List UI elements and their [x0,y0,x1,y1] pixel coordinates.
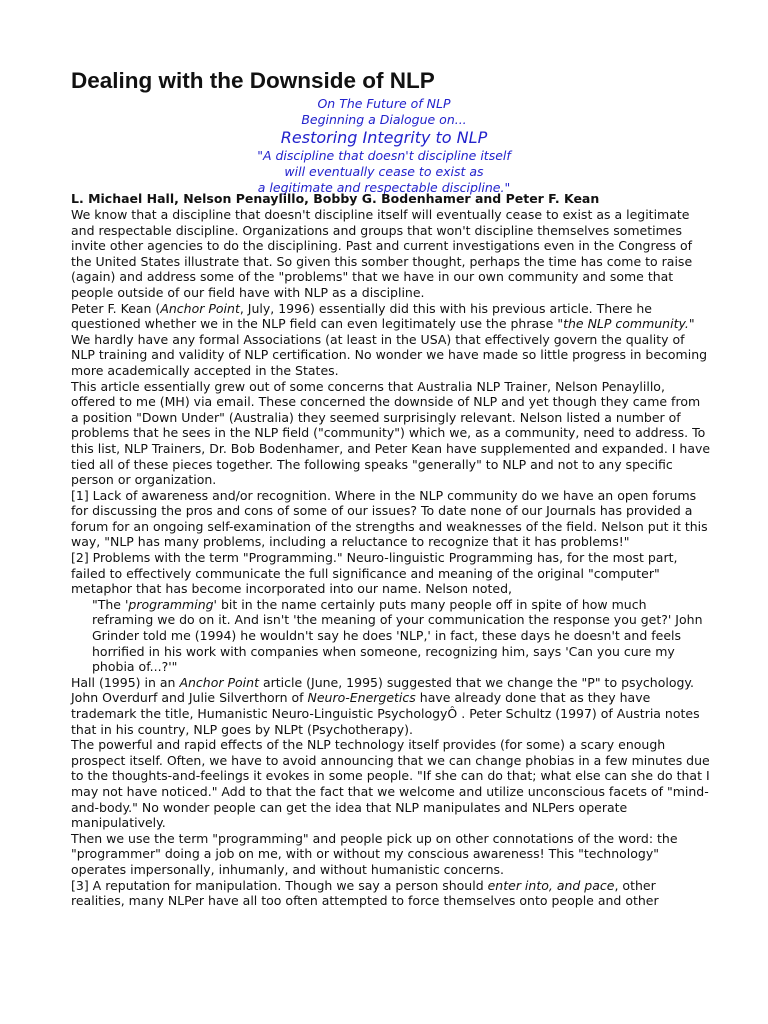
publication-name: Anchor Point [160,300,240,316]
text-run: Peter F. Kean ( [71,300,161,316]
text-run: , other realities, many NLPer have all too often attempted to force themselves onto people and other [71,877,659,909]
article-body [71,207,711,909]
paragraph-5: [2] Problems with the term "Programming." Neuro-linguistic Programming has, for the most part, failed to effectively communicate the full significance and meaning of the original "computer" metaphor that has become incorporated into our name. Nelson noted, [71,550,678,597]
subtitle-heading: Restoring Integrity to NLP [280,128,488,147]
text-run: have already done that as they have trademark the title, Humanistic Neuro-Linguistic PsychologyÔ . Peter Schultz (1997) of Austria notes that in his country, NLP goes by NLPt (Psychotherapy). [71,690,700,737]
block-quote [71,597,711,675]
subtitle-line-1: On The Future of NLP [317,96,451,111]
page-title: Dealing with the Downside of NLP [71,68,435,93]
text-run: , July, 1996) essentially did this with his previous article. There he questioned whether we in the NLP field can even legitimately use the phrase [71,300,652,332]
emphasized-word: 'programming' [124,596,217,612]
paragraph-2 [71,301,711,379]
paragraph-9 [71,878,711,909]
text-run: We hardly have any formal Associations (at least in the USA) that effectively govern the quality of NLP training and validity of NLP certification. No wonder we have made so little progress in becoming more academically accepted in the States. [71,331,708,378]
paragraph-8: Then we use the term "programming" and people pick up on other connotations of the word: the "programmer" doing a job on me, with or without my conscious awareness! This "technology" operates impersonally, inhumanly, and without humanistic concerns. [71,830,678,877]
paragraph-4: [1] Lack of awareness and/or recognition. Where in the NLP community do we have an open forums for discussing the pros and cons of some of our issues? To date none of our Journals has provided a forum for an ongoing self-examination of the strengths and weaknesses of the field. Nelson put it this way, "NLP has many problems, including a reluctance to recognize that it has problems!" [71,487,708,550]
text-run: "The [92,596,125,612]
paragraph-3: This article essentially grew out of some concerns that Australia NLP Trainer, Nelson Penaylillo, offered to me (MH) via email. These concerned the downside of NLP and yet though they came from a position "Down Under" (Australia) they seemed surprisingly relevant. Nelson listed a number of problems that he sees in the NLP field ("community") which we, as a community, need to address. To this list, NLP Trainers, Dr. Bob Bodenhamer, and Peter Kean have supplemented and expanded. I have tied all of these pieces together. The following speaks "generally" to NLP and not to any specific person or organization. [71,378,711,488]
epigraph-line-2: will eventually cease to exist as [284,164,484,179]
text-run: bit in the name certainly puts many people off in spite of how much reframing we do on it. And isn't 'the meaning of your communication the response you get?' John Grinder told me (1994) he wouldn't say he does 'NLP,' in fact, these days he doesn't and feels horrified in his work with companies when someone, recognizing him, says 'Can you cure my phobia of...?'" [92,596,703,675]
epigraph-line-1: "A discipline that doesn't discipline itself [257,148,511,163]
text-run: [3] A reputation for manipulation. Though we say a person should [71,877,488,893]
subtitle-line-2: Beginning a Dialogue on... [301,112,467,127]
paragraph-7: The powerful and rapid effects of the NLP technology itself provides (for some) a scary enough prospect itself. Often, we have to avoid announcing that we can change phobias in a few minutes due to the thoughts-and-feelings it evokes in some people. "If she can do that; what else can she do that I may not have noticed." Add to that the fact that we welcome and utilize unconscious facets of "mind-and-body." No wonder people can get the idea that NLP manipulates and NLPers operate manipulatively. [71,737,710,831]
paragraph-1: We know that a discipline that doesn't discipline itself will eventually cease to exist as a legitimate and respectable discipline. Organizations and groups that won't discipline themselves sometimes invite other agencies to do the disciplining. Past and current investigations even in the Congress of the United States illustrate that. So given this somber thought, perhaps the time has come to raise (again) and address some of the "problems" that we have in our own community and some that people outside of our field have with NLP as a discipline. [71,207,693,300]
epigraph-line-3: a legitimate and respectable discipline." [257,180,511,195]
paragraph-6 [71,675,711,737]
subtitle-block [0,96,768,196]
emphasized-phrase: "the NLP community." [557,316,695,332]
organization-name: Neuro-Energetics [307,690,416,706]
publication-name: Anchor Point [179,674,259,690]
text-run: Hall (1995) in an [71,674,180,690]
text-run: article (June, 1995) suggested that we change the "P" to psychology. John Overdurf and Julie Silverthorn of [71,674,695,706]
emphasized-phrase: enter into, and pace [487,877,615,893]
authors-line: L. Michael Hall, Nelson Penaylillo, Bobby G. Bodenhamer and Peter F. Kean [71,191,600,206]
